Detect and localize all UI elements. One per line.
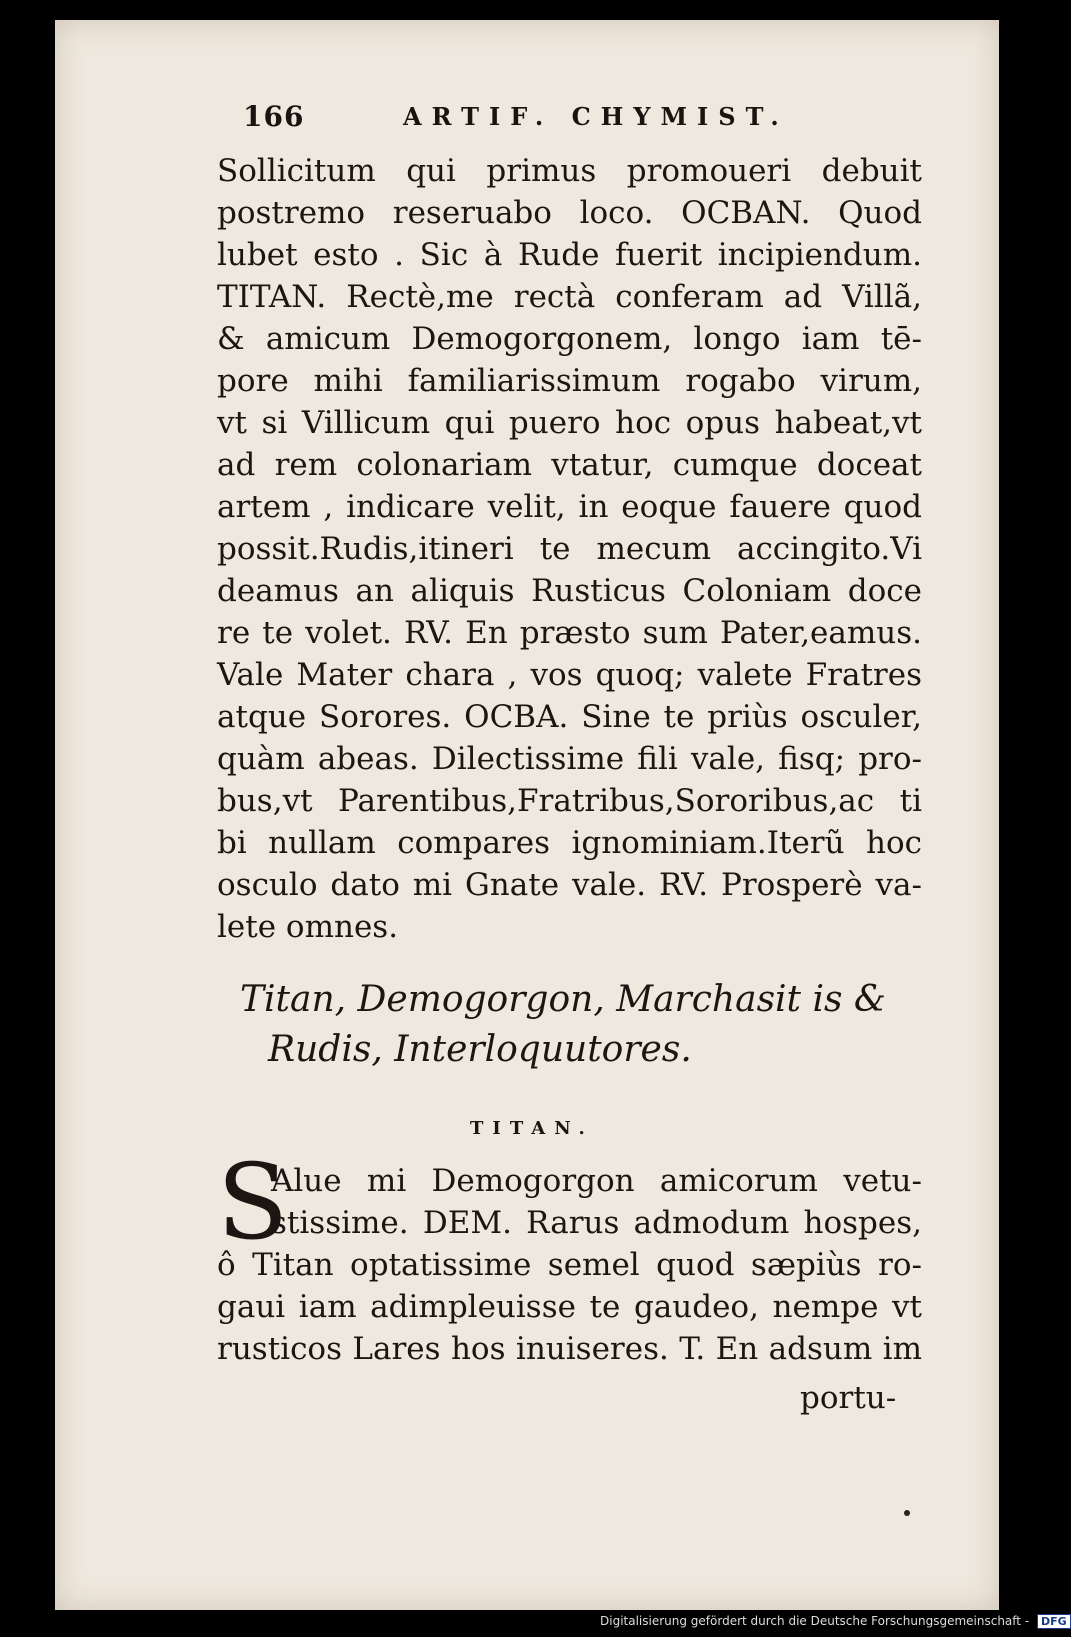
text-line: & amicum Demogorgonem, longo iam tē- bbox=[217, 321, 922, 357]
text-line: lubet esto . Sic à Rude fuerit incipiendum. bbox=[217, 237, 922, 273]
text-line: ô Titan optatissime semel quod sæpiùs ro- bbox=[217, 1247, 922, 1283]
body-text bbox=[217, 150, 922, 948]
scene-heading-line: Rudis, Interloquutores. bbox=[268, 1029, 692, 1070]
text-line: deamus an aliquis Rusticus Coloniam doce bbox=[217, 573, 922, 609]
text-line: Alue mi Demogorgon amicorum vetu- bbox=[271, 1163, 922, 1199]
page-number: 166 bbox=[243, 100, 305, 133]
text-line: TITAN. Rectè,me rectà conferam ad Villã, bbox=[217, 279, 922, 315]
text-line: Vale Mater chara , vos quoq; valete Fratres bbox=[217, 657, 922, 693]
dialogue-text bbox=[217, 1141, 922, 1370]
scene-heading bbox=[240, 975, 920, 1075]
text-line: possit.Rudis,itineri te mecum accingito.Vi bbox=[217, 531, 922, 567]
text-line: bi nullam compares ignominiam.Iterũ hoc bbox=[217, 825, 922, 861]
text-line: ad rem colonariam vtatur, cumque doceat bbox=[217, 447, 922, 483]
text-line: re te volet. RV. En præsto sum Pater,eamus. bbox=[217, 615, 922, 651]
page-header bbox=[243, 100, 943, 140]
running-title: ARTIF. CHYMIST. bbox=[403, 102, 789, 131]
text-line: bus,vt Parentibus,Fratribus,Sororibus,ac ti bbox=[217, 783, 922, 819]
text-line: quàm abeas. Dilectissime fili vale, fisq; pro- bbox=[217, 741, 922, 777]
text-line: rusticos Lares hos inuiseres. T. En adsum im bbox=[217, 1331, 922, 1367]
dfg-logo: DFG bbox=[1037, 1614, 1071, 1629]
text-line: osculo dato mi Gnate vale. RV. Prosperè va- bbox=[217, 867, 922, 903]
catchword: portu- bbox=[800, 1380, 897, 1416]
scene-heading-line: Titan, Demogorgon, Marchasit is & bbox=[240, 979, 886, 1020]
text-line: atque Sorores. OCBA. Sine te priùs osculer, bbox=[217, 699, 922, 735]
text-line: vt si Villicum qui puero hoc opus habeat,vt bbox=[217, 405, 922, 441]
drop-cap: S bbox=[217, 1141, 289, 1263]
footer-text: Digitalisierung gefördert durch die Deutsche Forschungsgemeinschaft - bbox=[600, 1614, 1030, 1628]
text-line: Sollicitum qui primus promoueri debuit bbox=[217, 153, 922, 189]
text-line: lete omnes. bbox=[217, 909, 399, 945]
text-line: artem , indicare velit, in eoque fauere quod bbox=[217, 489, 922, 525]
text-line: gaui iam adimpleuisse te gaudeo, nempe vt bbox=[217, 1289, 922, 1325]
ink-dot bbox=[904, 1510, 910, 1516]
text-line: stissime. DEM. Rarus admodum hospes, bbox=[271, 1205, 922, 1241]
text-line: postremo reseruabo loco. OCBAN. Quod bbox=[217, 195, 922, 231]
footer-credit bbox=[600, 1614, 1071, 1629]
text-line: pore mihi familiarissimum rogabo virum, bbox=[217, 363, 922, 399]
speaker-label: TITAN. bbox=[470, 1118, 594, 1139]
